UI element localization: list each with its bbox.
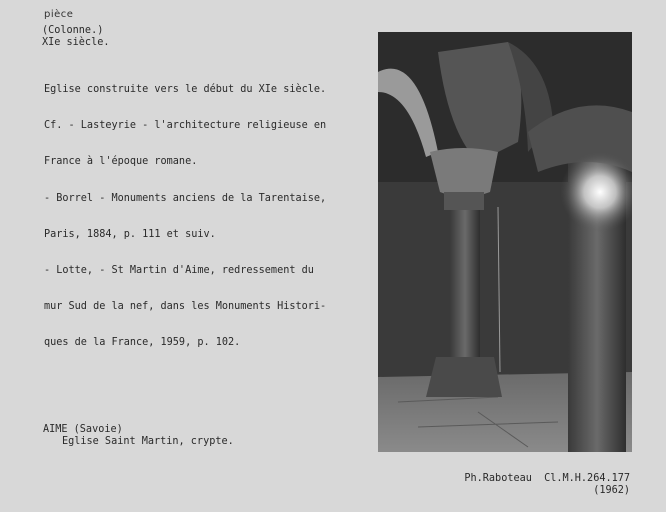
note-line: Cf. - Lasteyrie - l'architecture religieuse en [44, 120, 327, 132]
note-line: France à l'époque romane. [44, 156, 198, 168]
crypt-photo-illustration [378, 32, 632, 452]
note-line: ques de la France, 1959, p. 102. [44, 337, 241, 349]
place-name: AIME (Savoie) [43, 424, 123, 435]
note-line: - Lotte, - St Martin d'Aime, redressement du [44, 265, 314, 277]
crypt-photograph [378, 32, 632, 452]
photo-year: (1962) [593, 485, 630, 496]
object-type: (Colonne.) [42, 25, 104, 36]
building-name: Eglise Saint Martin, crypte. [62, 436, 234, 447]
note-line: - Borrel - Monuments anciens de la Tarentaise, [44, 192, 327, 204]
note-line: mur Sud de la nef, dans les Monuments Histori- [44, 301, 327, 313]
note-line: Paris, 1884, p. 111 et suiv. [44, 228, 216, 240]
handwritten-note: pièce [44, 9, 74, 20]
notes-block [44, 60, 326, 374]
century: XIe siècle. [42, 37, 110, 48]
note-line: Eglise construite vers le début du XIe siècle. [44, 84, 327, 95]
photo-credit: Ph.Raboteau Cl.M.H.264.177 [464, 473, 630, 484]
